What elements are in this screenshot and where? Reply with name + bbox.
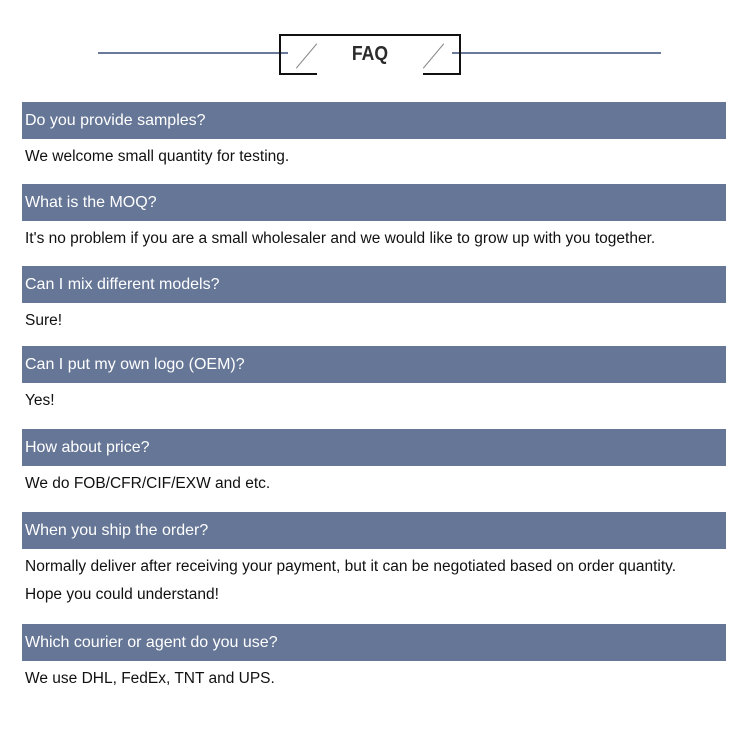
faq-title-frame — [279, 34, 461, 75]
header-line-left — [98, 52, 288, 54]
faq-question: Which courier or agent do you use? — [22, 624, 726, 661]
faq-answer-line: Normally deliver after receiving your payment, but it can be negotiated based on order quantity. — [25, 558, 677, 575]
faq-item — [22, 266, 726, 335]
faq-answer-line: It's no problem if you are a small wholesaler and we would like to grow up with you together. — [25, 230, 656, 247]
faq-item — [22, 102, 726, 171]
faq-answer — [22, 387, 726, 415]
faq-answer — [22, 307, 726, 335]
faq-answer — [22, 665, 726, 693]
faq-answer-line: We do FOB/CFR/CIF/EXW and etc. — [25, 475, 271, 492]
faq-answer-line: Hope you could understand! — [25, 586, 219, 603]
faq-item — [22, 512, 726, 609]
faq-answer — [22, 143, 726, 171]
faq-item — [22, 429, 726, 498]
faq-question: Can I mix different models? — [22, 266, 726, 303]
faq-answer — [22, 553, 726, 609]
faq-item — [22, 624, 726, 693]
faq-answer — [22, 225, 726, 253]
faq-question: Can I put my own logo (OEM)? — [22, 346, 726, 383]
faq-item — [22, 346, 726, 415]
faq-question: How about price? — [22, 429, 726, 466]
faq-answer-line: We welcome small quantity for testing. — [25, 148, 290, 165]
page-title: FAQ — [351, 43, 389, 65]
faq-answer-line: Sure! — [25, 312, 63, 329]
header-line-right — [452, 52, 661, 54]
faq-item — [22, 184, 726, 253]
faq-question: Do you provide samples? — [22, 102, 726, 139]
faq-question: What is the MOQ? — [22, 184, 726, 221]
faq-header — [0, 0, 750, 90]
faq-answer — [22, 470, 726, 498]
faq-answer-line: Yes! — [25, 392, 55, 409]
faq-question: When you ship the order? — [22, 512, 726, 549]
faq-answer-line: We use DHL, FedEx, TNT and UPS. — [25, 670, 275, 687]
